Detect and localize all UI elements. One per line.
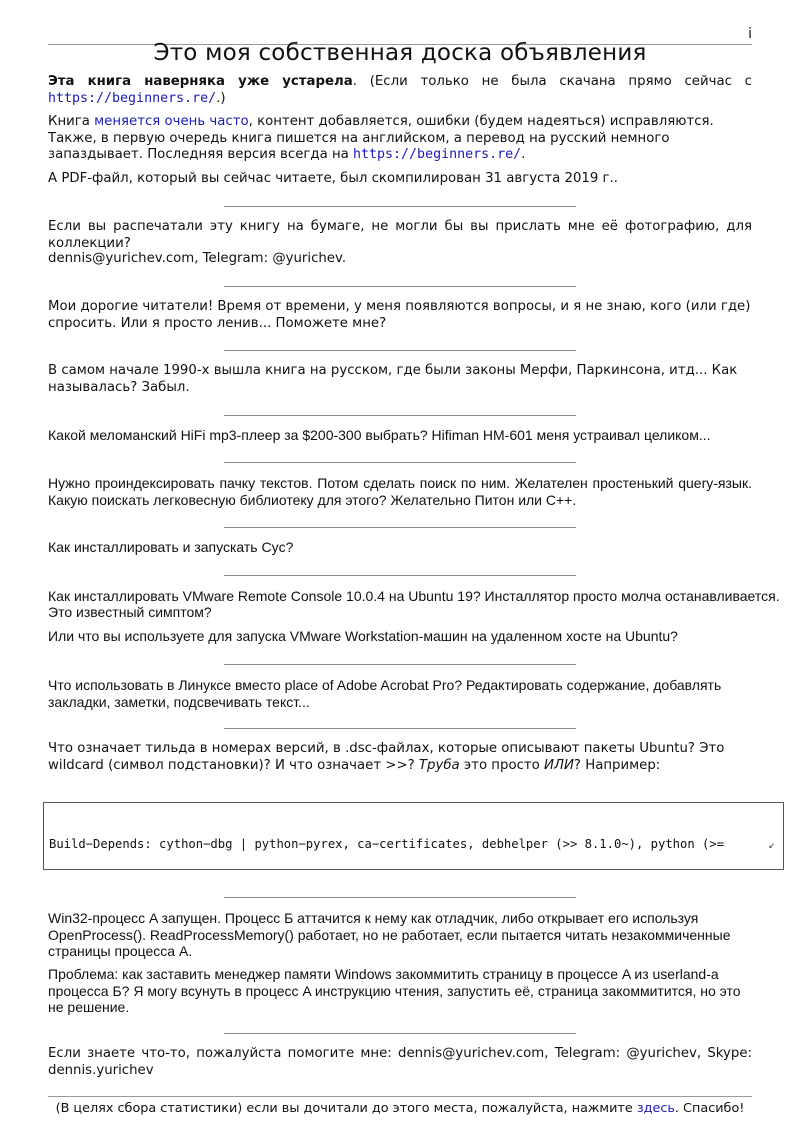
question-acrobat: Что использовать в Линуксе вместо place of Adobe Acrobat Pro? Редактировать содержание, добавлять закладки, заметки, подсвечивать текст... xyxy=(48,677,722,710)
update-paragraph xyxy=(48,114,752,164)
latest-version-link[interactable]: https://beginners.re/ xyxy=(353,147,522,163)
question-vmware-console: Как инсталлировать VMware Remote Console 10.0.4 на Ubuntu 19? Инсталлятор просто молча останавливается. xyxy=(48,588,780,604)
intro-bold: Эта книга наверняка уже устарела xyxy=(48,74,353,89)
question-readers: Мои дорогие читатели! Время от времени, у меня появляются вопросы, и я не знаю, кого (или где) спросить. Или я просто ленив... Поможете мне? xyxy=(48,299,751,331)
tilde-text-2: это просто xyxy=(459,757,544,773)
photo-request-paragraph: Если вы распечатали эту книгу на бумаге, не могли бы вы прислать мне её фотографию, для коллекции? xyxy=(48,219,752,251)
help-paragraph: Если знаете что-то, пожалуйста помогите мне: dennis@yurichev.com, Telegram: @yurichev, Skype: dennis.yurichev xyxy=(48,1046,752,1078)
tilde-text: Что означает тильда в номерах версий, в .dsc-файлах, которые описывают пакеты Ubuntu? Это wildcard (символ подстановки)? И что означает >>? xyxy=(48,741,725,773)
question-vmware-symptom: Это известный симптом? xyxy=(48,604,212,620)
separator xyxy=(224,415,576,416)
page-title: Это моя собственная доска объявления xyxy=(153,40,647,66)
tilde-emphasis-pipe: Труба xyxy=(418,757,460,773)
question-vmware-remote: Или что вы используете для запуска VMware Workstation-машин на удаленном хосте на Ubuntu? xyxy=(48,628,678,644)
page-number: i xyxy=(748,26,752,42)
changes-link[interactable]: меняется очень часто xyxy=(94,114,249,129)
separator xyxy=(224,350,576,351)
code-listing xyxy=(43,802,784,870)
separator xyxy=(224,1033,576,1034)
tilde-emphasis-or: ИЛИ xyxy=(544,757,574,773)
separator xyxy=(224,728,576,729)
question-win32-commit: Проблема: как заставить менеджер памяти Windows закоммитить страницу в процессе A из userland-а процесса Б? Я могу всунуть в процесс A инструкцию чтения, запустить её, страница закоммитится, но это не решение. xyxy=(48,966,741,1016)
intro-paragraph xyxy=(48,74,752,107)
code-line xyxy=(49,837,783,852)
separator xyxy=(224,575,576,576)
separator xyxy=(224,527,576,528)
update-text-end: . xyxy=(521,147,526,163)
code-line-text: Build−Depends: cython−dbg | python−pyrex, ca−certificates, debhelper (>> 8.1.0~), python (>= xyxy=(49,837,725,852)
footer-note xyxy=(0,1101,800,1116)
site-url-link[interactable]: https://beginners.re/ xyxy=(48,90,217,106)
question-index: Нужно проиндексировать пачку текстов. Потом сделать поиск по ним. Желателен простенький query-язык. Какую поискать легковесную библиотеку для этого? Желательно Питон или C++. xyxy=(48,475,752,508)
separator xyxy=(224,664,576,665)
separator xyxy=(224,462,576,463)
question-cyc: Как инсталлировать и запускать Cyc? xyxy=(48,539,294,555)
question-win32-process: Win32-процесс A запущен. Процесс Б аттачится к нему как отладчик, либо открывает его используя OpenProcess(). ReadProcessMemory() работает, но не работает, если пытается читать незакоммиченные страницы процесса A. xyxy=(48,910,731,960)
contact-line: dennis@yurichev.com, Telegram: @yurichev. xyxy=(48,251,347,266)
update-text-2: , контент добавляется, ошибки (будем надеяться) исправляются. Также, в первую очередь книга пишется на английском, а перевод на русский немного запаздывает. Последняя версия всегда на xyxy=(48,114,714,163)
separator xyxy=(224,897,576,898)
question-tilde xyxy=(48,741,752,774)
footer-text: (В целях сбора статистики) если вы дочитали до этого места, пожалуйста, нажмите xyxy=(55,1101,637,1116)
compile-date-paragraph: А PDF-файл, который вы сейчас читаете, был скомпилирован 31 августа 2019 г.. xyxy=(48,171,618,186)
stats-here-link[interactable]: здесь xyxy=(636,1101,675,1116)
intro-text-end: .) xyxy=(216,90,226,106)
update-text: Книга xyxy=(48,114,95,129)
separator xyxy=(224,206,576,207)
separator xyxy=(224,286,576,287)
footer-rule xyxy=(48,1096,752,1097)
footer-text-end: . Спасибо! xyxy=(674,1101,745,1116)
tilde-text-end: ? Например: xyxy=(573,757,661,773)
wrap-arrow-icon: ↙ xyxy=(768,838,775,852)
question-book: В самом начале 1990-х вышла книга на русском, где были законы Мерфи, Паркинсона, итд... Как называлась? Забыл. xyxy=(48,363,738,395)
question-mp3: Какой меломанский HiFi mp3-плеер за $200-300 выбрать? Hifiman HM-601 меня устраивал целиком... xyxy=(48,427,711,443)
intro-text: . (Если только не была скачана прямо сейчас с xyxy=(352,74,752,89)
